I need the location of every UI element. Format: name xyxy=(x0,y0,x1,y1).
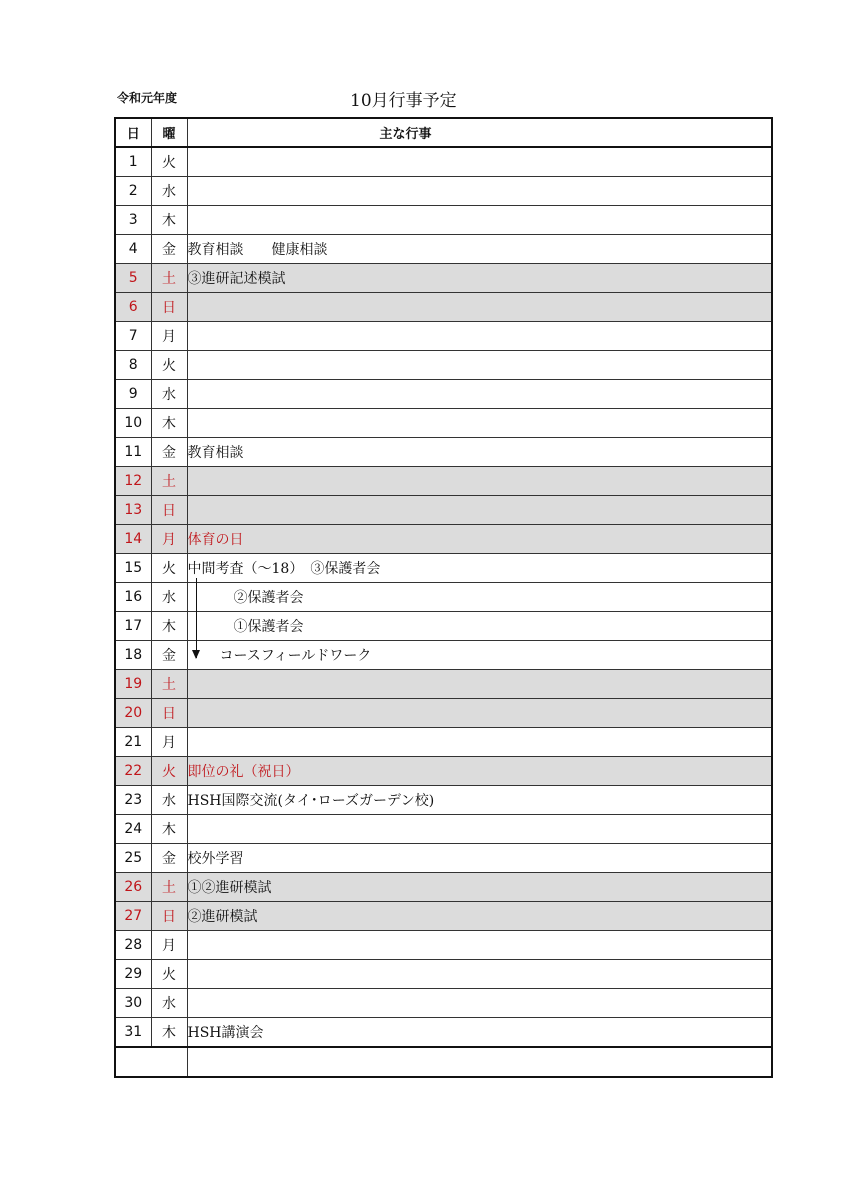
weekday-cell: 土 xyxy=(151,873,187,902)
weekday-cell: 火 xyxy=(151,147,187,177)
event-cell: 教育相談 健康相談 xyxy=(187,235,772,264)
event-cell xyxy=(187,293,772,322)
day-cell: 24 xyxy=(115,815,151,844)
day-cell: 17 xyxy=(115,612,151,641)
table-row xyxy=(115,264,772,293)
weekday-cell: 火 xyxy=(151,960,187,989)
day-cell: 23 xyxy=(115,786,151,815)
table-row xyxy=(115,293,772,322)
table-row xyxy=(115,235,772,264)
table-row xyxy=(115,322,772,351)
weekday-cell: 月 xyxy=(151,931,187,960)
day-cell: 18 xyxy=(115,641,151,670)
weekday-cell: 土 xyxy=(151,264,187,293)
day-cell: 10 xyxy=(115,409,151,438)
weekday-cell: 水 xyxy=(151,380,187,409)
table-row xyxy=(115,351,772,380)
table-row xyxy=(115,699,772,728)
event-cell: ②進研模試 xyxy=(187,902,772,931)
table-row xyxy=(115,757,772,786)
table-row xyxy=(115,960,772,989)
weekday-cell: 水 xyxy=(151,583,187,612)
weekday-cell: 月 xyxy=(151,322,187,351)
weekday-cell: 金 xyxy=(151,641,187,670)
event-cell xyxy=(187,960,772,989)
schedule-table xyxy=(114,117,773,1078)
weekday-cell: 日 xyxy=(151,293,187,322)
weekday-cell: 水 xyxy=(151,177,187,206)
weekday-cell: 木 xyxy=(151,815,187,844)
event-cell xyxy=(187,322,772,351)
event-cell xyxy=(187,206,772,235)
event-cell xyxy=(187,815,772,844)
event-cell: 教育相談 xyxy=(187,438,772,467)
weekday-cell: 金 xyxy=(151,438,187,467)
page-title: 10月行事予定 xyxy=(350,91,457,111)
day-cell: 16 xyxy=(115,583,151,612)
event-cell: ②保護者会 xyxy=(187,583,772,612)
event-cell xyxy=(187,467,772,496)
event-cell xyxy=(187,147,772,177)
day-cell: 30 xyxy=(115,989,151,1018)
weekday-cell: 木 xyxy=(151,612,187,641)
event-cell: ③進研記述模試 xyxy=(187,264,772,293)
weekday-cell: 火 xyxy=(151,757,187,786)
day-cell: 13 xyxy=(115,496,151,525)
blank-cell xyxy=(115,1047,187,1077)
header-row xyxy=(115,118,772,147)
down-arrow-icon xyxy=(196,578,198,658)
table-row xyxy=(115,728,772,757)
event-cell xyxy=(187,380,772,409)
weekday-cell: 日 xyxy=(151,496,187,525)
day-cell: 8 xyxy=(115,351,151,380)
day-cell: 20 xyxy=(115,699,151,728)
fiscal-year-label: 令和元年度 xyxy=(117,91,178,105)
weekday-cell: 金 xyxy=(151,235,187,264)
day-cell: 2 xyxy=(115,177,151,206)
weekday-cell: 木 xyxy=(151,1018,187,1048)
day-cell: 5 xyxy=(115,264,151,293)
table-row xyxy=(115,583,772,612)
day-cell: 9 xyxy=(115,380,151,409)
day-cell: 4 xyxy=(115,235,151,264)
table-row xyxy=(115,786,772,815)
event-cell: 即位の礼（祝日） xyxy=(187,757,772,786)
table-row xyxy=(115,989,772,1018)
col-header-day: 日 xyxy=(115,118,151,147)
table-row xyxy=(115,1018,772,1048)
day-cell: 15 xyxy=(115,554,151,583)
event-cell: 校外学習 xyxy=(187,844,772,873)
event-cell: HSH国際交流(タイ･ローズガーデン校) xyxy=(187,786,772,815)
event-cell xyxy=(187,409,772,438)
event-cell: ①保護者会 xyxy=(187,612,772,641)
table-row xyxy=(115,380,772,409)
weekday-cell: 月 xyxy=(151,525,187,554)
table-row xyxy=(115,496,772,525)
event-cell xyxy=(187,496,772,525)
event-cell xyxy=(187,351,772,380)
day-cell: 21 xyxy=(115,728,151,757)
table-row xyxy=(115,147,772,177)
weekday-cell: 土 xyxy=(151,467,187,496)
weekday-cell: 木 xyxy=(151,206,187,235)
weekday-cell: 木 xyxy=(151,409,187,438)
day-cell: 25 xyxy=(115,844,151,873)
event-cell xyxy=(187,728,772,757)
table-row xyxy=(115,554,772,583)
day-cell: 3 xyxy=(115,206,151,235)
event-cell xyxy=(187,177,772,206)
weekday-cell: 月 xyxy=(151,728,187,757)
table-row xyxy=(115,902,772,931)
day-cell: 29 xyxy=(115,960,151,989)
event-cell xyxy=(187,989,772,1018)
table-row xyxy=(115,931,772,960)
table-row xyxy=(115,177,772,206)
weekday-cell: 金 xyxy=(151,844,187,873)
table-row xyxy=(115,467,772,496)
day-cell: 7 xyxy=(115,322,151,351)
table-row xyxy=(115,206,772,235)
weekday-cell: 日 xyxy=(151,902,187,931)
event-cell xyxy=(187,699,772,728)
table-row xyxy=(115,409,772,438)
table-row xyxy=(115,612,772,641)
event-cell: ①②進研模試 xyxy=(187,873,772,902)
weekday-cell: 日 xyxy=(151,699,187,728)
day-cell: 12 xyxy=(115,467,151,496)
day-cell: 6 xyxy=(115,293,151,322)
day-cell: 19 xyxy=(115,670,151,699)
event-cell xyxy=(187,670,772,699)
table-row xyxy=(115,670,772,699)
weekday-cell: 水 xyxy=(151,786,187,815)
day-cell: 11 xyxy=(115,438,151,467)
day-cell: 22 xyxy=(115,757,151,786)
weekday-cell: 水 xyxy=(151,989,187,1018)
table-row xyxy=(115,438,772,467)
event-cell: HSH講演会 xyxy=(187,1018,772,1048)
event-cell: 中間考査（～18） ③保護者会 xyxy=(187,554,772,583)
weekday-cell: 土 xyxy=(151,670,187,699)
table-row xyxy=(115,641,772,670)
table-row xyxy=(115,873,772,902)
table-row xyxy=(115,844,772,873)
blank-row xyxy=(115,1047,772,1077)
day-cell: 14 xyxy=(115,525,151,554)
day-cell: 31 xyxy=(115,1018,151,1048)
col-header-event: 主な行事 xyxy=(187,118,772,147)
table-row xyxy=(115,815,772,844)
event-cell xyxy=(187,931,772,960)
col-header-weekday: 曜 xyxy=(151,118,187,147)
event-cell: コースフィールドワーク xyxy=(187,641,772,670)
day-cell: 27 xyxy=(115,902,151,931)
day-cell: 26 xyxy=(115,873,151,902)
weekday-cell: 火 xyxy=(151,554,187,583)
table-row xyxy=(115,525,772,554)
weekday-cell: 火 xyxy=(151,351,187,380)
day-cell: 28 xyxy=(115,931,151,960)
event-cell: 体育の日 xyxy=(187,525,772,554)
blank-cell xyxy=(187,1047,772,1077)
day-cell: 1 xyxy=(115,147,151,177)
